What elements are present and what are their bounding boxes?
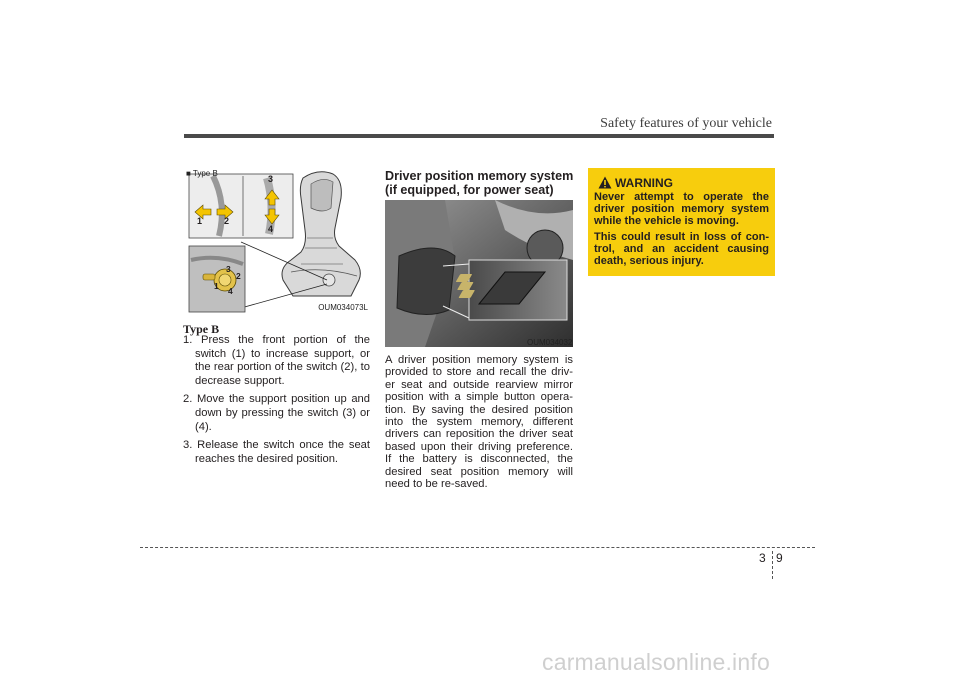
door-panel-illustration xyxy=(385,200,573,347)
figure-code: OUM034032 xyxy=(527,338,573,347)
lumbar-switch-figure xyxy=(183,168,370,315)
figure-code: OUM034073L xyxy=(318,303,368,312)
page-header-title: Safety features of your vehicle xyxy=(600,116,772,131)
step-item: 3. Release the switch once the seat reaches the desired position. xyxy=(183,439,370,465)
step-item: 1. Press the front portion of the switch (1) to increase support, or the rear portion of the switch (2), to decrease support. xyxy=(183,334,370,387)
warning-box xyxy=(588,168,775,276)
type-b-caption: ■ Type B xyxy=(186,169,218,178)
memory-description: A driver position memory system is provided to store and recall the driv-er seat and outside rearview mirror position with a simple button opera-tion. By saving the desired position into the system memory, different drivers can reposition the driver seat based upon their driving preference. If the battery is disconnected, the desired seat position memory will need to be re-saved. xyxy=(385,354,573,491)
switch-number-3: 3 xyxy=(268,174,274,184)
warning-title: WARNING xyxy=(615,176,673,190)
chapter-number: 3 xyxy=(759,551,766,565)
footer-rule xyxy=(140,547,815,548)
memory-system-heading: Driver position memory system (if equipped, for power seat) xyxy=(385,169,574,197)
switch-number-2: 2 xyxy=(224,216,230,226)
inset-number-4: 4 xyxy=(228,286,233,296)
inset-number-3: 3 xyxy=(226,264,231,274)
lumbar-switch-illustration xyxy=(183,168,370,315)
instruction-steps xyxy=(183,334,370,471)
switch-number-1: 1 xyxy=(197,216,203,226)
watermark: carmanualsonline.info xyxy=(542,649,770,675)
step-item: 2. Move the support position up and down by pressing the switch (3) or (4). xyxy=(183,393,370,433)
section-title: Type B xyxy=(183,322,220,336)
inset-number-2: 2 xyxy=(236,271,241,281)
warning-line: Never attempt to operate the driver position memory system while the vehicle is moving. xyxy=(594,191,769,228)
header-rule xyxy=(184,134,774,138)
warning-text xyxy=(594,191,769,270)
inset-number-1: 1 xyxy=(214,281,219,291)
warning-triangle-icon xyxy=(598,176,612,189)
memory-switch-photo xyxy=(385,200,573,347)
page-number: 9 xyxy=(776,551,783,565)
warning-line: This could result in loss of con-trol, and an accident causing death, serious injury. xyxy=(594,230,769,268)
switch-number-4: 4 xyxy=(268,224,274,234)
page-number-separator xyxy=(772,551,773,579)
